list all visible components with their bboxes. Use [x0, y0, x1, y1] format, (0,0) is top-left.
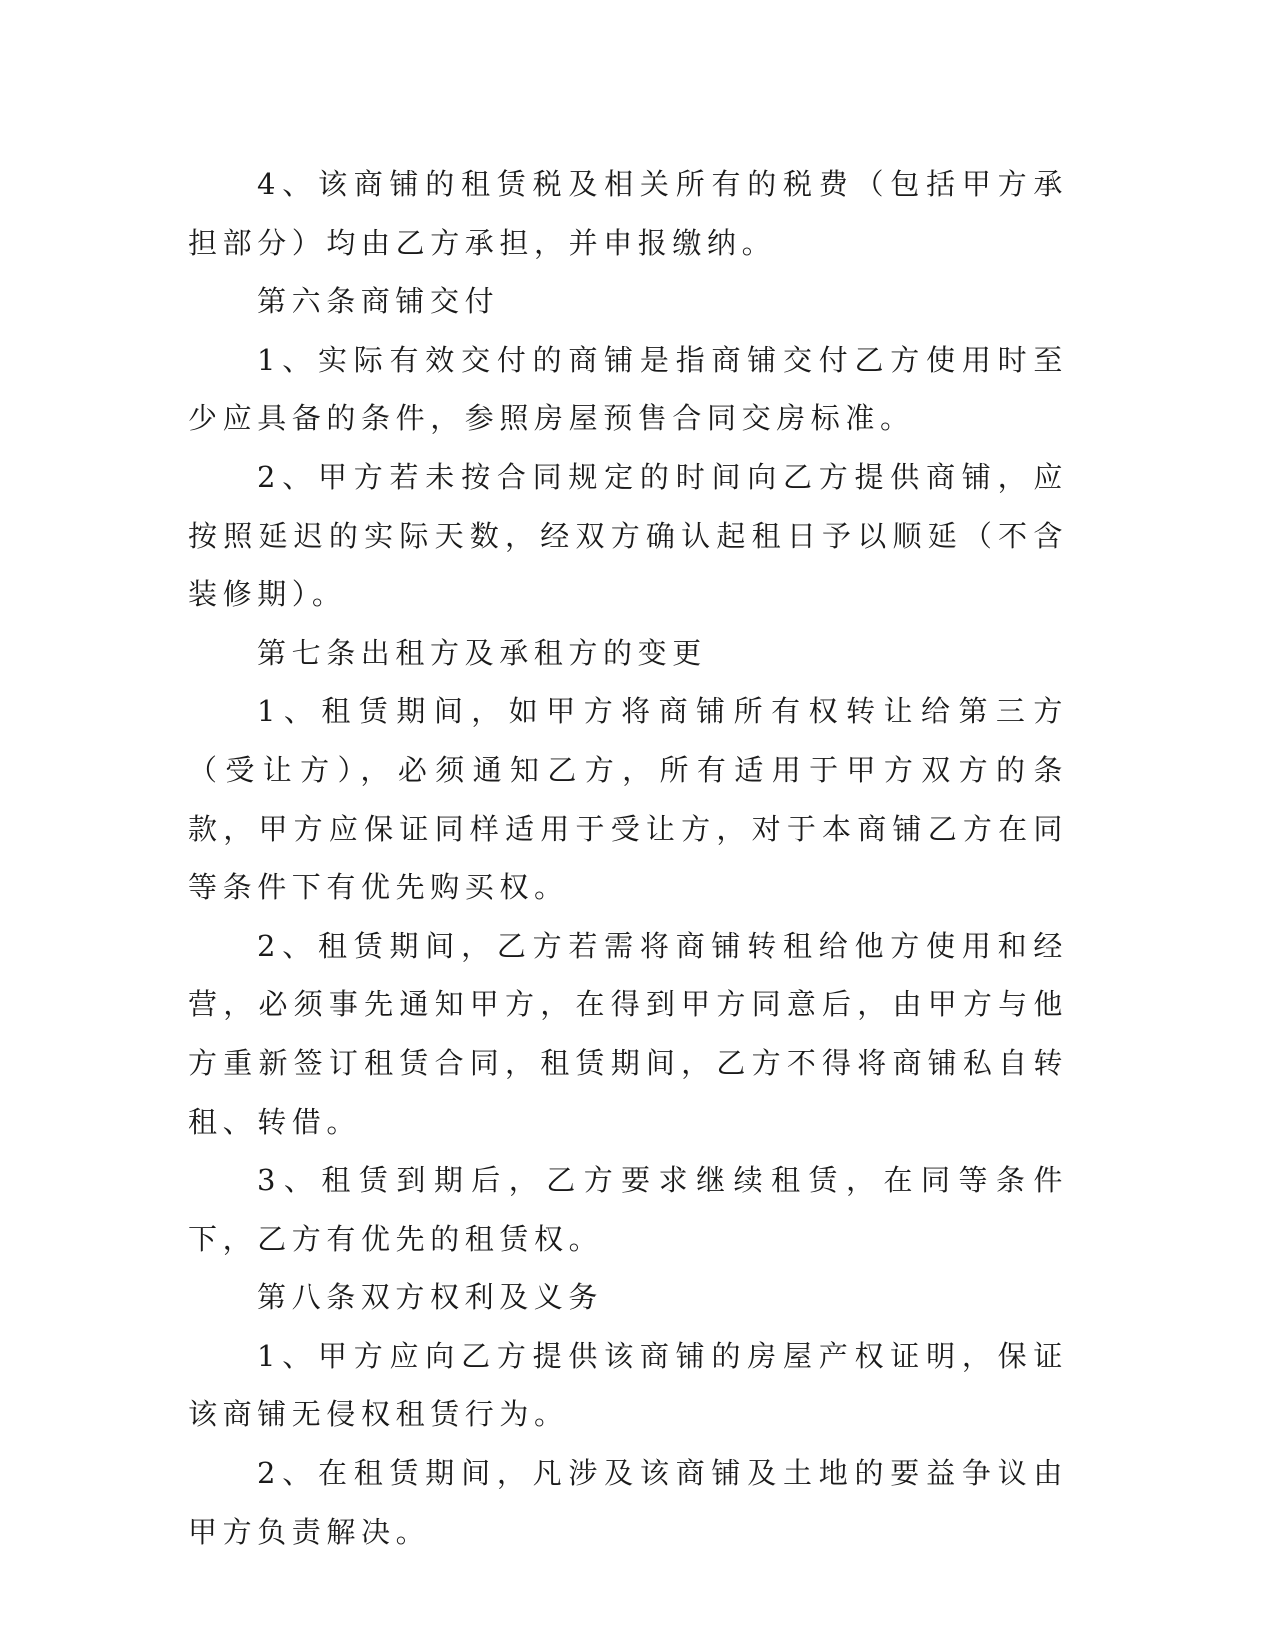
paragraph-change-1: 1、租赁期间，如甲方将商铺所有权转让给第三方（受让方），必须通知乙方，所有适用于甲方双方的条款，甲方应保证同样适用于受让方，对于本商铺乙方在同等条件下有优先购买权。 [188, 694, 1068, 905]
paragraph-rights-1: 1、甲方应向乙方提供该商铺的房屋产权证明，保证该商铺无侵权租赁行为。 [188, 1338, 1068, 1432]
paragraph-tax-clause: 4、该商铺的租赁税及相关所有的税费（包括甲方承担部分）均由乙方承担，并申报缴纳。 [188, 167, 1068, 260]
heading-article-7: 第七条出租方及承租方的变更 [257, 635, 707, 670]
paragraph-rights-2: 2、在租赁期间，凡涉及该商铺及土地的要益争议由甲方负责解决。 [188, 1456, 1068, 1549]
heading-article-6: 第六条商铺交付 [257, 284, 500, 319]
document-body [188, 155, 1068, 1561]
paragraph-change-3: 3、租赁到期后，乙方要求继续租赁，在同等条件下，乙方有优先的租赁权。 [188, 1163, 1068, 1256]
paragraph-change-2: 2、租赁期间，乙方若需将商铺转租给他方使用和经营，必须事先通知甲方，在得到甲方同意后，由甲方与他方重新签订租赁合同，租赁期间，乙方不得将商铺私自转租、转借。 [188, 928, 1068, 1139]
paragraph-delivery-2: 2、甲方若未按合同规定的时间向乙方提供商铺，应按照延迟的实际天数，经双方确认起租日予以顺延（不含装修期）。 [188, 459, 1068, 612]
paragraph-delivery-1: 1、实际有效交付的商铺是指商铺交付乙方使用时至少应具备的条件，参照房屋预售合同交房标准。 [188, 342, 1068, 436]
heading-article-8: 第八条双方权利及义务 [257, 1280, 604, 1315]
